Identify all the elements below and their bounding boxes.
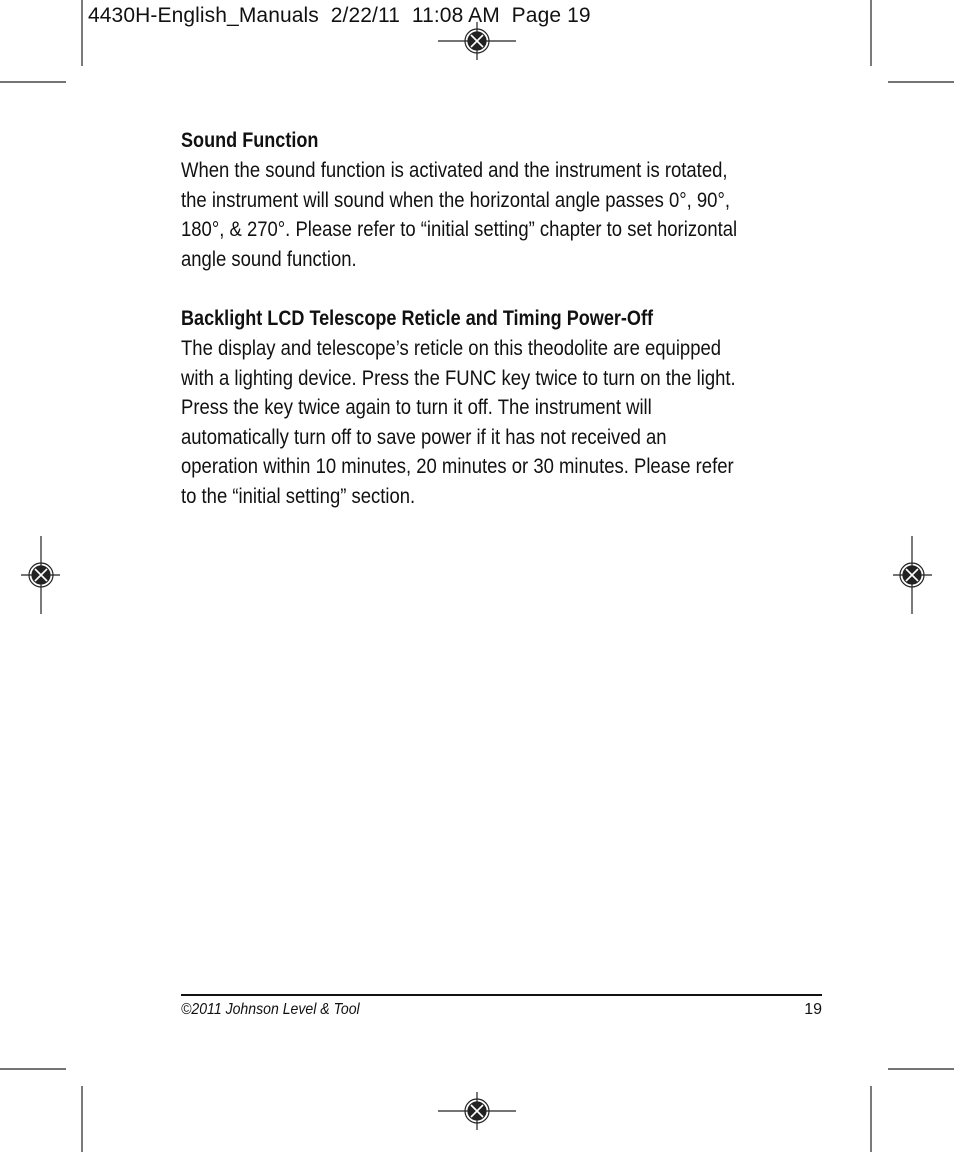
page-content <box>181 126 831 511</box>
section-heading-backlight: Backlight LCD Telescope Reticle and Timing Power-Off <box>181 307 653 330</box>
footer-divider <box>181 994 822 996</box>
registration-mark-left <box>21 536 60 614</box>
section-body-sound-function: When the sound function is activated and the instrument is rotated, the instrument will sound when the horizontal angle passes 0°, 90°, 180°, & 270°. Please refer to “initial setting” chapter to set horizontal angle sound function. <box>181 159 738 271</box>
footer-copyright: ©2011 Johnson Level & Tool <box>181 1001 360 1018</box>
registration-mark-bottom <box>438 1092 516 1130</box>
print-slug-line: 4430H-English_Manuals 2/22/11 11:08 AM Page 19 <box>88 4 591 27</box>
registration-mark-right <box>893 536 932 614</box>
page-number: 19 <box>804 1001 822 1018</box>
registration-mark-top <box>438 22 516 60</box>
section-heading-sound-function: Sound Function <box>181 129 319 152</box>
section-body-backlight: The display and telescope’s reticle on this theodolite are equipped with a lighting device. Press the FUNC key twice to turn on the light. Press the key twice again to turn it off. The instrument will automatically turn off to save power if it has not received an operation within 10 minutes, 20 minutes or 30 minutes. Please refer to the “initial setting” section. <box>181 337 736 508</box>
